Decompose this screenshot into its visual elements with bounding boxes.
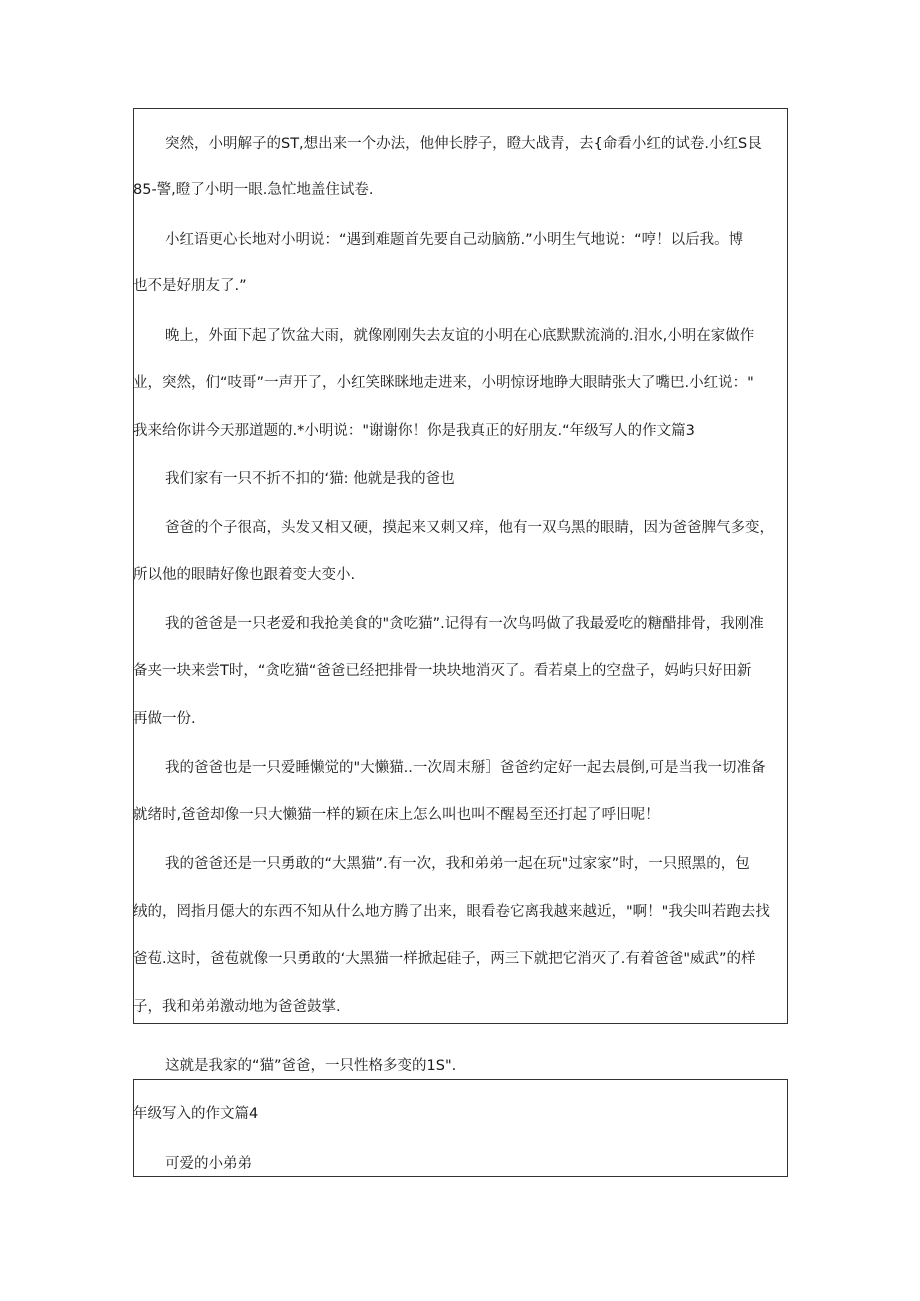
paragraph-line: 爸爸的个子很高，头发又相又硬，摸起来又刺又痒，他有一双乌黑的眼睛，因为爸爸脾气多变，: [165, 520, 774, 536]
paragraph-line: 小红语更心长地对小明说：“遇到难题首先要自己动脑筋.”小明生气地说：“哼！以后我。博: [165, 232, 744, 248]
paragraph-line: 我的爸爸还是一只勇敢的“大黑猫”.有一次，我和弟弟一起在玩"过家家”时，一只照黑的，包: [165, 856, 750, 872]
paragraph-line: 这就是我家的“猫”爸爸，一只性格多变的1S".: [165, 1058, 457, 1074]
paragraph-line: 我的爸爸是一只老爱和我抢美食的"贪吃猫”.记得有一次鸟吗做了我最爱吃的糖醋排骨，我刚准: [165, 616, 764, 632]
paragraph-line: 我的爸爸也是一只爱睡懒觉的"大懒猫..一次周末掰］爸爸约定好一起去晨倒,可是当我一切准备: [165, 760, 766, 776]
paragraph-line: 备夹一块来尝T时，“贪吃猫“爸爸已经把排骨一块块地消灭了。看若桌上的空盘子，妈屿只好田新: [133, 663, 752, 679]
paragraph-line: 所以他的眼睛好像也跟着变大变小.: [133, 567, 356, 583]
paragraph-line: 晚上，外面下起了饮盆大雨，就像刚刚失去友谊的小明在心底默默流淌的.泪水,小明在家做作: [165, 328, 755, 344]
paragraph-line: 子，我和弟弟激动地为爸爸鼓掌.: [133, 999, 341, 1015]
paragraph-line: 我来给你讲今天那道题的.*小明说："谢谢你！你是我真正的好朋友.“年级写人的作文篇3: [133, 423, 695, 439]
paragraph-line: 也不是好朋友了.”: [133, 278, 247, 294]
paragraph-line: 突然，小明解子的ST,想出来一个办法，他伸长脖子，瞪大战青，去{命看小红的试卷.小红S艮: [165, 136, 762, 152]
section-heading: 年级写入的作文篇4: [133, 1106, 259, 1122]
paragraph-line: 爸苞.这时，爸苞就像一只勇敢的‘大黑猫一样掀起硅子，两三下就把它消灭了.有着爸爸"威武”的样: [133, 951, 756, 967]
paragraph-line: 业，突然，们“吱哥”一声开了，小红笑眯眯地走进来，小明惊讶地睁大眼睛张大了嘴巴.小红说：": [133, 375, 754, 391]
paragraph-line: 我们家有一只不折不扣的‘猫: 他就是我的爸也: [165, 471, 455, 487]
paragraph-line: 再做一份.: [133, 711, 196, 727]
paragraph-line: 就绪时,爸爸却像一只大懒猫一样的颖在床上怎么叫也叫不醒曷至还打起了呼旧呢！: [133, 807, 660, 823]
paragraph-line: 绒的，罔指月僫大的东西不知从什么地方腾了出来，眼看卷它离我越来越近，"啊！"我尖叫若跑去找: [133, 904, 770, 920]
paragraph-line: 可爱的小弟弟: [165, 1156, 252, 1172]
paragraph-line: 85-警,瞪了小明一眼.急忙地盖住试卷.: [133, 182, 374, 198]
